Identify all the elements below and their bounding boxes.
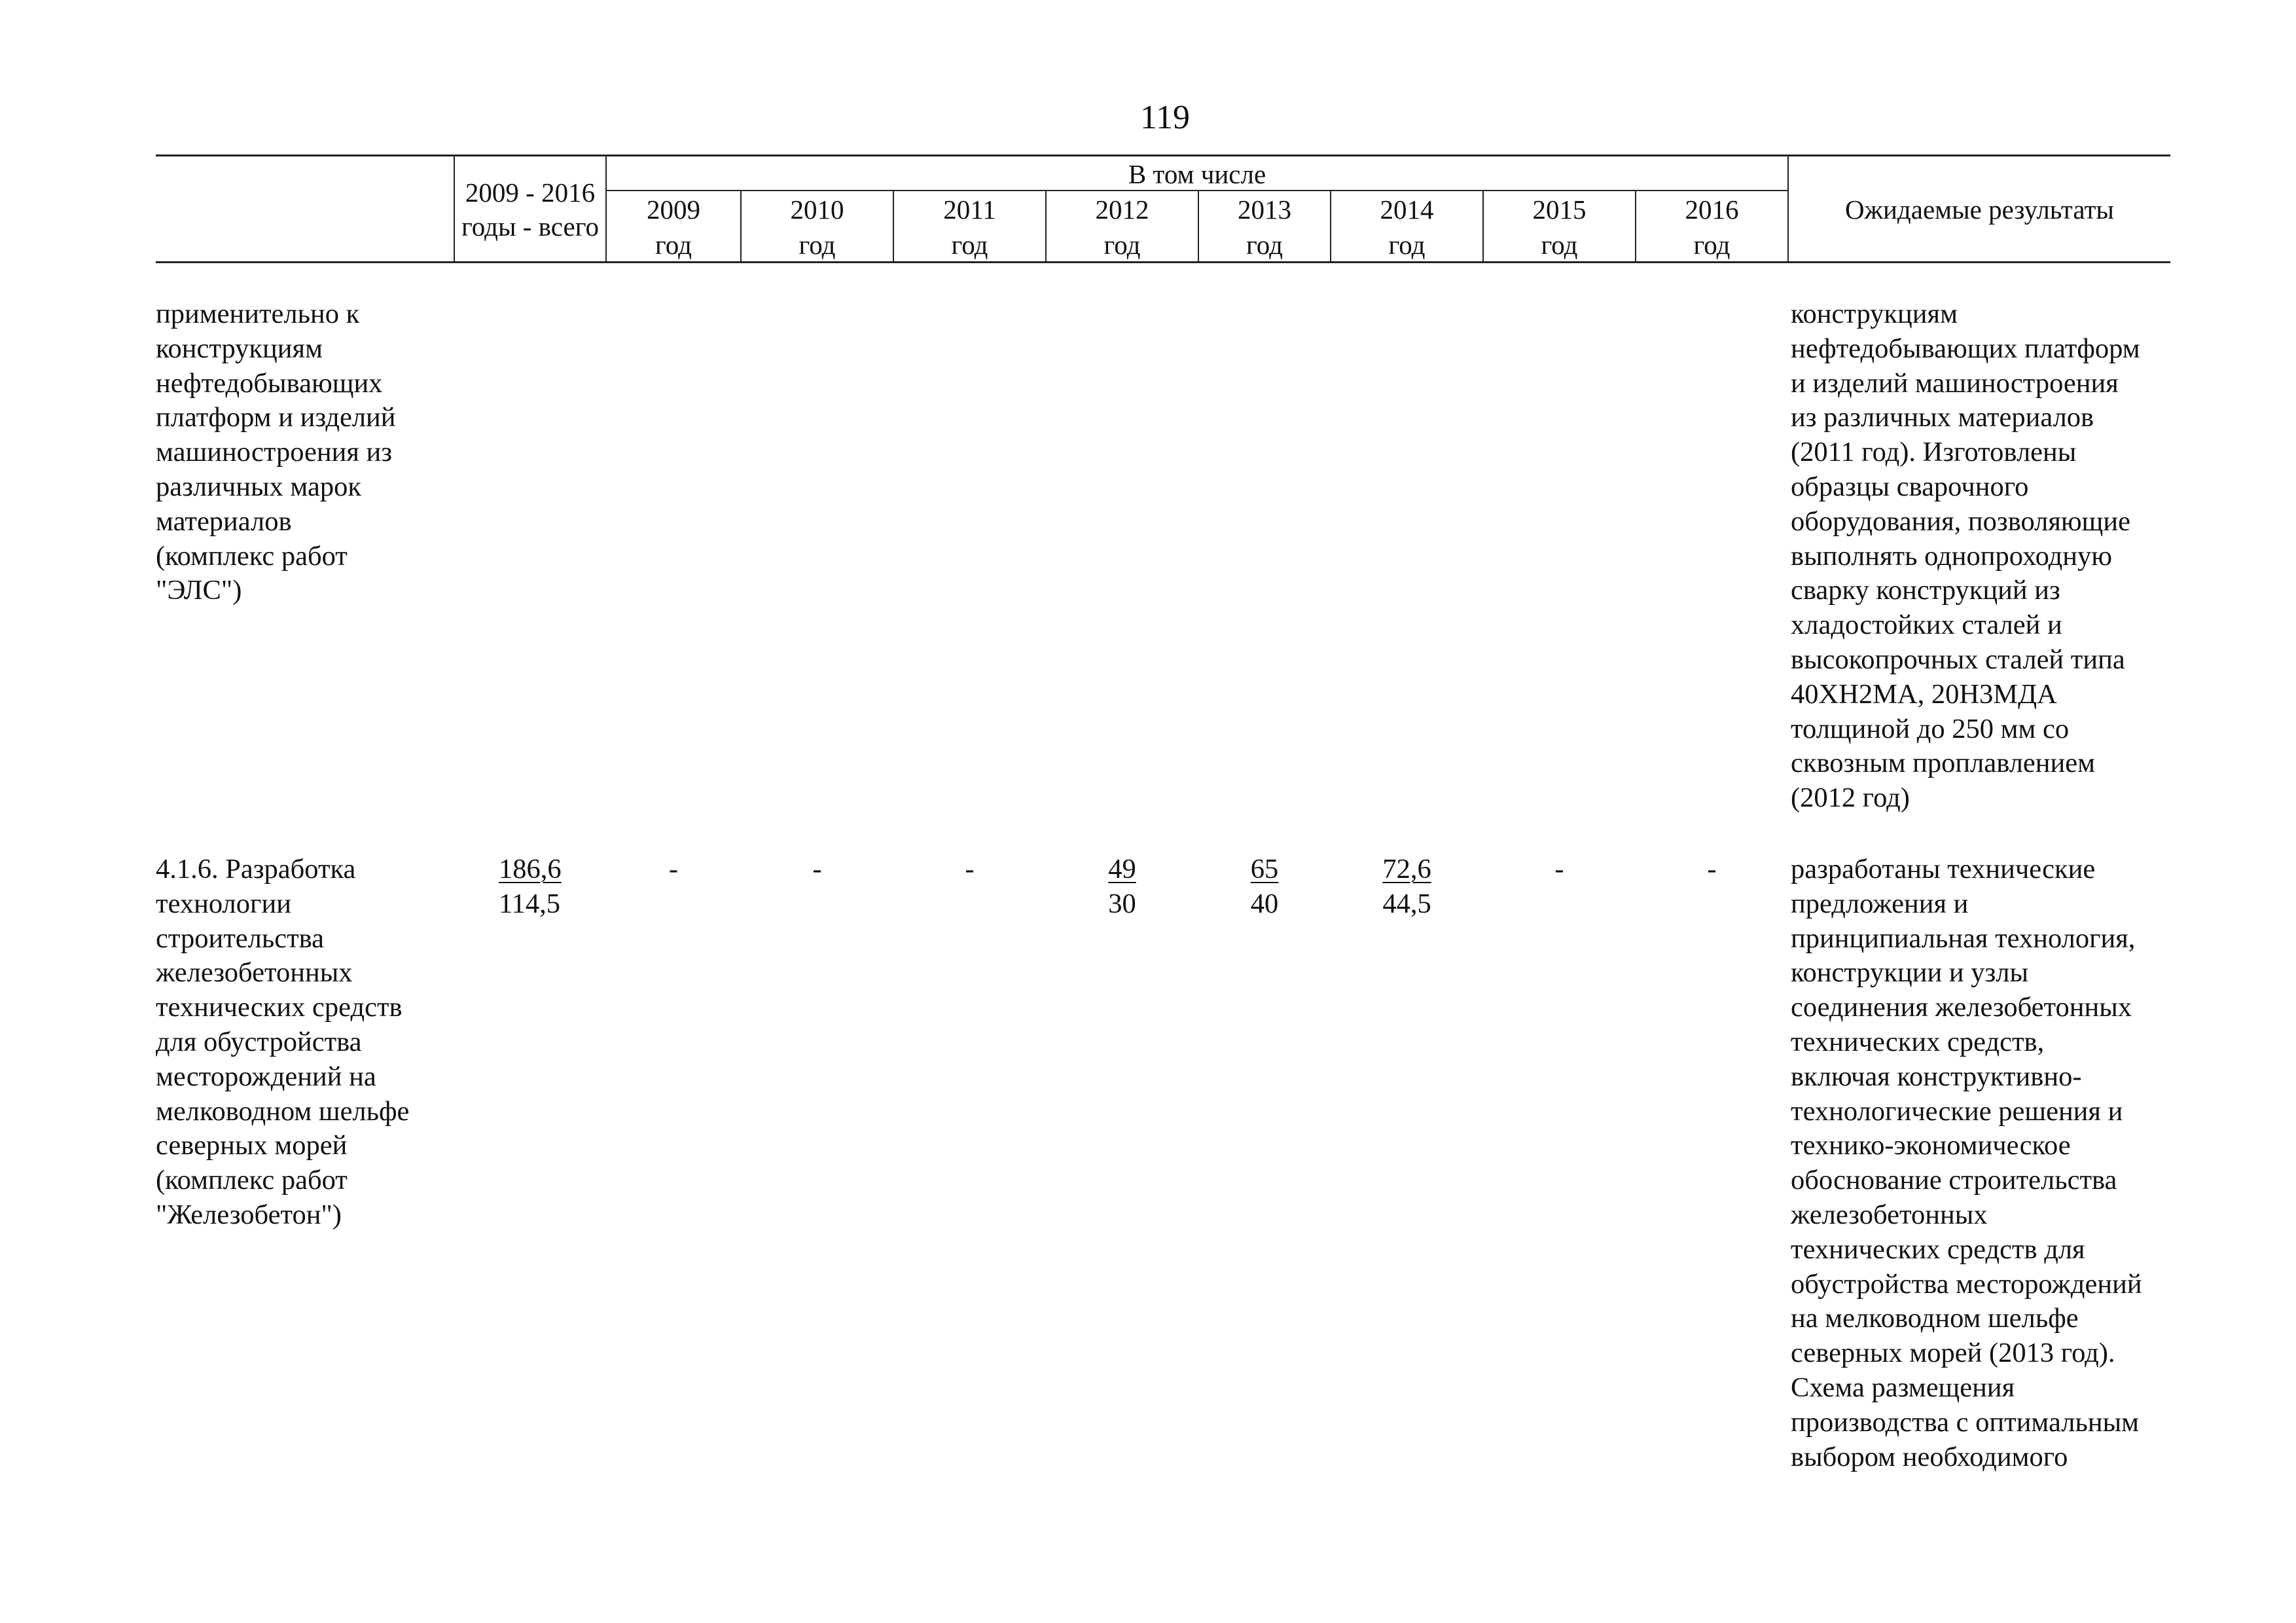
text-line: предложения и: [1791, 888, 1969, 919]
year-value-top: -: [1554, 854, 1564, 884]
total-value-federal: 114,5: [499, 888, 561, 919]
year-value-top: -: [812, 854, 822, 884]
year-cell-2015: [1484, 852, 1635, 887]
year-value-top: -: [1707, 854, 1717, 884]
text-line: 40ХН2МА, 20Н3МДА: [1791, 678, 2057, 710]
text-line: на мелководном шельфе: [1791, 1303, 2079, 1334]
text-line: машиностроения из: [156, 437, 393, 468]
year-value-top: 72,6: [1382, 854, 1431, 884]
year-cell-2016: [1636, 852, 1787, 887]
text-line: технических средств,: [1791, 1026, 2045, 1057]
text-line: выполнять однопроходную: [1791, 540, 2112, 572]
total-value-all: 186,6: [499, 854, 562, 884]
text-line: нефтедобывающих платформ: [1791, 333, 2140, 364]
text-line: технических средств для: [1791, 1233, 2085, 1265]
text-line: принципиальная технология,: [1791, 922, 2136, 954]
text-line: технико-экономическое: [1791, 1130, 2071, 1161]
year-value-bottom: 30: [1108, 888, 1136, 919]
text-line: высокопрочных сталей типа: [1791, 644, 2125, 675]
header-year-2015: 2015: [1532, 194, 1587, 225]
text-line: 4.1.6. Разработка: [156, 854, 356, 884]
text-line: конструкциям: [1791, 299, 1958, 329]
text-line: соединения железобетонных: [1791, 992, 2132, 1023]
header-top-rule: [156, 155, 2170, 156]
header-year-unit: год: [1693, 230, 1731, 260]
text-line: и изделий машиностроения: [1791, 367, 2119, 399]
text-line: (2011 год). Изготовлены: [1791, 437, 2077, 468]
text-line: обустройства месторождений: [1791, 1268, 2142, 1300]
continuation-results: [1791, 297, 2183, 816]
year-value-top: -: [965, 854, 975, 884]
text-line: технологические решения и: [1791, 1095, 2123, 1127]
text-line: оборудования, позволяющие: [1791, 505, 2131, 537]
year-value-top: 65: [1250, 854, 1279, 884]
item-416-total: [458, 852, 602, 922]
header-total-line2: годы - всего: [461, 211, 599, 242]
text-line: для обустройства: [156, 1026, 362, 1057]
text-line: железобетонных: [156, 957, 353, 989]
text-line: железобетонных: [1791, 1199, 1988, 1230]
year-cell-2012: [1047, 852, 1198, 922]
item-416-results: [1791, 852, 2183, 1474]
table-header: [0, 0, 2296, 275]
text-line: северных морей (2013 год).: [1791, 1338, 2115, 1369]
text-line: платформ и изделий: [156, 402, 396, 433]
year-value-bottom: 44,5: [1382, 888, 1431, 919]
text-line: сварку конструкций из: [1791, 575, 2060, 606]
text-line: обоснование строительства: [1791, 1165, 2117, 1196]
header-year-2016: 2016: [1685, 194, 1739, 225]
text-line: различных марок: [156, 471, 362, 502]
text-line: месторождений на: [156, 1061, 376, 1092]
year-cell-2014: [1331, 852, 1482, 922]
header-year-unit: год: [655, 230, 692, 260]
text-line: северных морей: [156, 1130, 348, 1161]
text-line: конструкции и узлы: [1791, 957, 2029, 989]
text-line: Схема размещения: [1791, 1372, 2015, 1403]
text-line: применительно к: [156, 299, 360, 329]
year-cell-2013: [1199, 852, 1330, 922]
year-cell-2009: [607, 852, 740, 887]
text-line: "Железобетон"): [156, 1199, 342, 1230]
text-line: толщиной до 250 мм со: [1791, 713, 2070, 744]
header-year-unit: год: [1388, 230, 1426, 260]
year-cell-2010: [742, 852, 893, 887]
text-line: технологии: [156, 888, 291, 919]
header-year-unit: год: [951, 230, 988, 260]
text-line: (2012 год): [1791, 782, 1910, 814]
header-year-unit: год: [1246, 230, 1283, 260]
header-year-2013: 2013: [1238, 194, 1291, 225]
year-value-top: -: [668, 854, 679, 884]
header-year-2009: 2009: [647, 194, 700, 225]
header-results-label: Ожидаемые результаты: [1845, 194, 2114, 225]
header-group-label: В том числе: [1128, 159, 1266, 189]
text-line: "ЭЛС"): [156, 575, 242, 606]
text-line: образцы сварочного: [1791, 471, 2029, 502]
year-cell-2011: [894, 852, 1045, 887]
text-line: конструкциям: [156, 333, 323, 364]
continuation-description: [156, 297, 444, 608]
header-total-line1: 2009 - 2016: [465, 177, 596, 208]
year-value-bottom: 40: [1250, 888, 1279, 919]
header-year-2014: 2014: [1380, 194, 1434, 225]
header-year-2012: 2012: [1095, 194, 1149, 225]
page-number: 119: [1139, 99, 1191, 136]
text-line: мелководном шельфе: [156, 1095, 410, 1127]
text-line: производства с оптимальным: [1791, 1406, 2140, 1438]
header-year-2011: 2011: [943, 194, 996, 225]
header-year-unit: год: [1541, 230, 1578, 260]
year-value-top: 49: [1108, 854, 1136, 884]
header-year-unit: год: [798, 230, 836, 260]
text-line: нефтедобывающих: [156, 367, 383, 399]
text-line: разработаны технические: [1791, 854, 2096, 884]
text-line: хладостойких сталей и: [1791, 610, 2062, 641]
text-line: (комплекс работ: [156, 540, 348, 572]
text-line: технических средств: [156, 992, 403, 1023]
text-line: включая конструктивно-: [1791, 1061, 2082, 1092]
text-line: материалов: [156, 505, 292, 537]
item-416-description: [156, 852, 444, 1233]
text-line: выбором необходимого: [1791, 1441, 2068, 1472]
header-year-unit: год: [1103, 230, 1141, 260]
text-line: сквозным проплавлением: [1791, 748, 2096, 779]
text-line: (комплекс работ: [156, 1165, 348, 1196]
header-year-2010: 2010: [790, 194, 844, 225]
text-line: строительства: [156, 922, 325, 954]
text-line: из различных материалов: [1791, 402, 2094, 433]
